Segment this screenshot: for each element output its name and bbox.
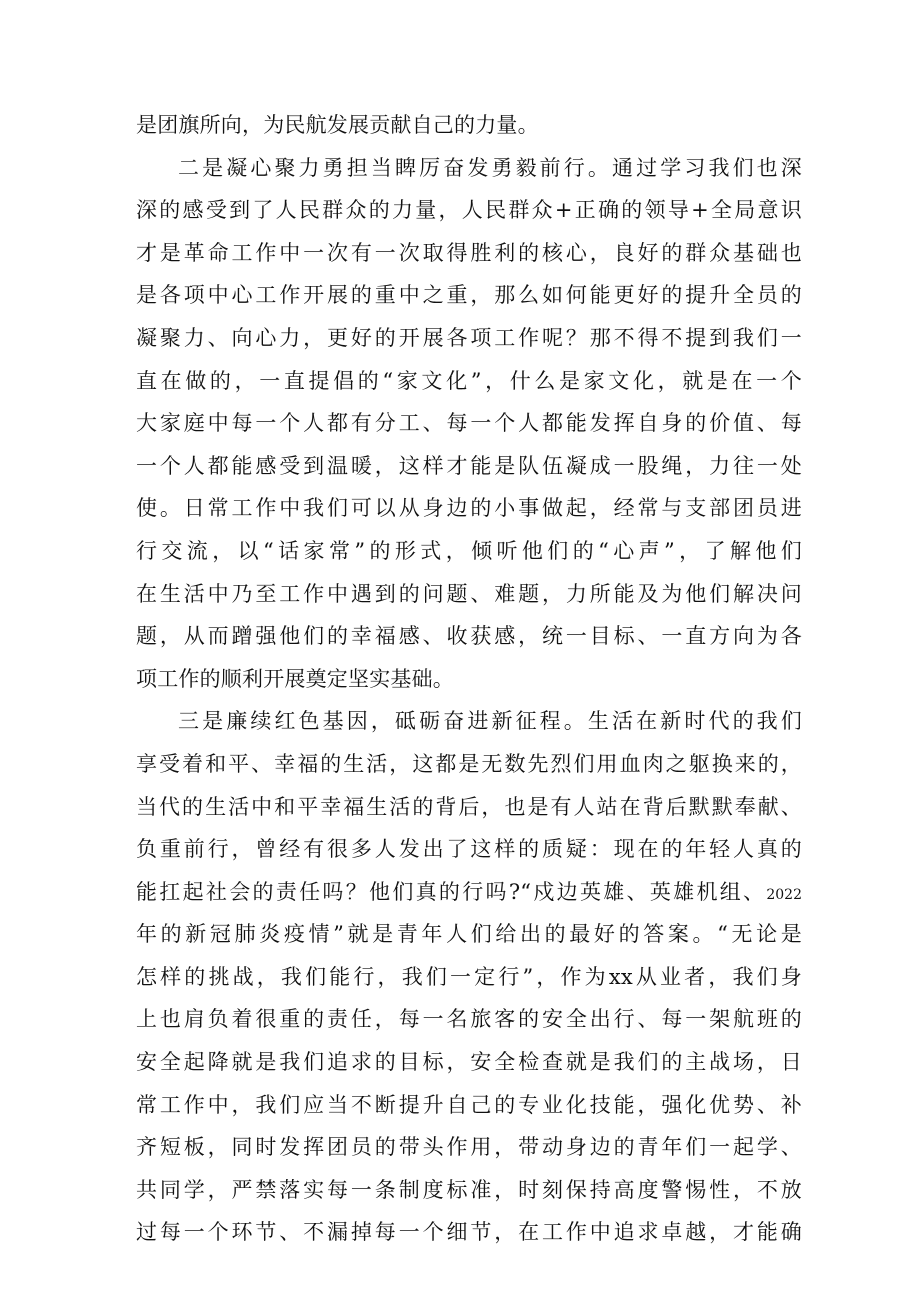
text-line — [136, 445, 802, 488]
text-line-content: 直在做的，一直提倡的“家文化”，什么是家文化，就是在一个 — [136, 368, 802, 393]
text-line-content: 大家庭中每一个人都有分工、每一个人都能发挥自身的价值、每 — [136, 411, 802, 436]
text-line-content: 行交流，以“话家常”的形式，倾听他们的“心声”，了解他们 — [136, 538, 802, 563]
text-line-content: 深的感受到了人民群众的力量，人民群众+正确的领导+全局意识 — [136, 198, 802, 223]
text-line — [136, 274, 802, 317]
text-line — [136, 232, 802, 275]
text-line — [136, 573, 802, 616]
text-line-content: 一个人都能感受到温暖，这样才能是队伍凝成一股绳，力往一处 — [136, 453, 802, 478]
text-line-content: 负重前行，曾经有很多人发出了这样的质疑：现在的年轻人真的 — [136, 837, 802, 862]
text-line-content: 共同学，严禁落实每一条制度标准，时刻保持高度警惕性，不放 — [136, 1177, 802, 1202]
text-line — [136, 871, 802, 914]
text-line-content: 怎样的挑战，我们能行，我们一定行”，作为xx从业者，我们身 — [136, 964, 802, 989]
text-line — [136, 104, 802, 147]
text-line-content: 使。日常工作中我们可以从身边的小事做起，经常与支部团员进 — [136, 496, 802, 521]
document-page — [136, 104, 802, 1254]
text-line-content: 齐短板，同时发挥团员的带头作用，带动身边的青年们一起学、 — [136, 1135, 802, 1160]
text-line — [136, 530, 802, 573]
text-line-content: 题，从而蹭强他们的幸福感、收获感，统一目标、一直方向为各 — [136, 624, 802, 649]
text-line — [136, 828, 802, 871]
text-line — [136, 786, 802, 829]
text-line — [136, 615, 802, 658]
text-line — [136, 189, 802, 232]
text-line — [136, 487, 802, 530]
text-line — [136, 1084, 802, 1127]
text-line-content: 在生活中乃至工作中遇到的问题、难题，力所能及为他们解决问 — [136, 581, 802, 606]
text-line-content: 年的新冠肺炎疫情”就是青年人们给出的最好的答案。“无论是 — [136, 922, 802, 947]
text-line-content: 常工作中，我们应当不断提升自己的专业化技能，强化优势、补 — [136, 1092, 802, 1117]
text-line-content: 享受着和平、幸福的生活，这都是无数先烈们用血肉之躯换来的， — [136, 751, 802, 776]
text-line — [136, 1211, 802, 1254]
text-line — [136, 998, 802, 1041]
text-line-content: 上也肩负着很重的责任，每一名旅客的安全出行、每一架航班的 — [136, 1007, 802, 1032]
text-line — [136, 1126, 802, 1169]
text-line-content: 二是凝心聚力勇担当睥厉奋发勇毅前行。通过学习我们也深 — [178, 155, 802, 180]
text-line — [136, 913, 802, 956]
text-line — [136, 700, 802, 743]
text-line-content: 能扛起社会的责任吗？他们真的行吗?“戍边英雄、英雄机组、 — [136, 879, 767, 904]
text-line — [136, 956, 802, 999]
text-line — [136, 360, 802, 403]
text-line-content: 三是廉续红色基因，砥砺奋进新征程。生活在新时代的我们 — [178, 709, 802, 734]
text-line — [136, 658, 802, 701]
text-line — [136, 1169, 802, 1212]
text-line-content: 安全起降就是我们追求的目标，安全检查就是我们的主战场，日 — [136, 1050, 802, 1075]
text-line-content: 是各项中心工作开展的重中之重，那么如何能更好的提升全员的 — [136, 283, 802, 308]
text-line — [136, 743, 802, 786]
text-line — [136, 147, 802, 190]
text-line-content: 当代的生活中和平幸福生活的背后，也是有人站在背后默默奉献、 — [136, 794, 802, 819]
text-line-content: 项工作的顺利开展奠定坚实基础。 — [136, 666, 454, 691]
text-line-year: 2022 — [766, 886, 802, 903]
text-line — [136, 1041, 802, 1084]
text-line-content: 才是革命工作中一次有一次取得胜利的核心，良好的群众基础也 — [136, 240, 802, 265]
text-line-content: 过每一个环节、不漏掉每一个细节，在工作中追求卓越，才能确 — [136, 1220, 802, 1245]
text-line — [136, 317, 802, 360]
text-line-content: 是团旗所向，为民航发展贡献自己的力量。 — [136, 113, 539, 137]
text-line-content: 凝聚力、向心力，更好的开展各项工作呢？那不得不提到我们一 — [136, 325, 802, 350]
text-line — [136, 402, 802, 445]
